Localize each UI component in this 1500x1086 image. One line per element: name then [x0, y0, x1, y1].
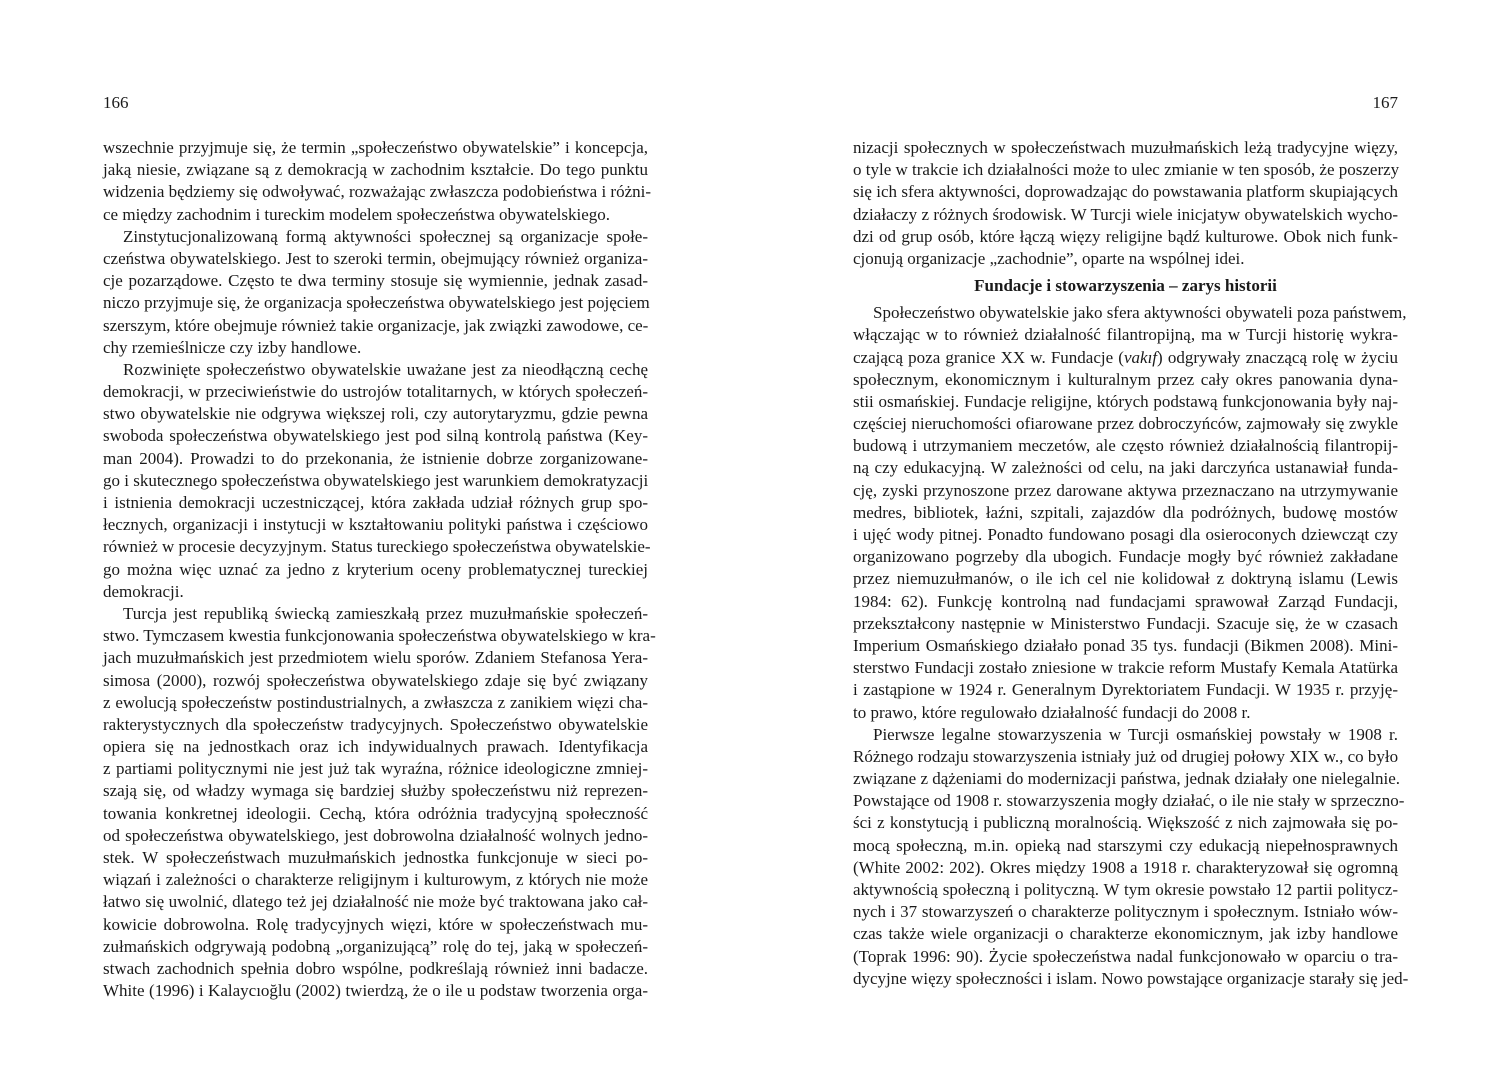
text-line: Imperium Osmańskiego działało ponad 35 tys. fundacji (Bikmen 2008). Mini- — [853, 635, 1398, 655]
text-line: również w procesie decyzyjnym. Status tureckiego społeczeństwa obywatelskie- — [103, 537, 651, 557]
section-heading: Fundacje i stowarzyszenia – zarys historii — [974, 276, 1277, 296]
text-line: działaczy z różnych środowisk. W Turcji wiele inicjatyw obywatelskich wycho- — [853, 204, 1398, 224]
text-line: i ujęć wody pitnej. Ponadto fundowano posagi dla osieroconych dziewcząt czy — [853, 525, 1398, 544]
text-line: budową i utrzymaniem meczetów, ale często również działalnością filantropij- — [853, 436, 1398, 456]
text-line: swoboda społeczeństwa obywatelskiego jest pod silną kontrolą państwa (Key- — [103, 426, 648, 446]
text-line: nych i 37 stowarzyszeń o charakterze politycznym i społecznym. Istniało wów- — [853, 902, 1398, 922]
text-line: go można więc uznać za jedno z kryterium oceny problematycznej tureckiej — [103, 559, 648, 579]
text-line: Turcja jest republiką świecką zamieszkałą przez muzułmańskie społeczeń- — [123, 603, 648, 623]
text-line: widzenia będziemy się odwoływać, rozważając zwłaszcza podobieństwa i różni- — [103, 182, 652, 202]
text-line: od społeczeństwa obywatelskiego, jest dobrowolna działalność wolnych jedno- — [103, 825, 648, 845]
page-number-left: 166 — [103, 93, 129, 112]
text-line: man 2004). Prowadzi to do przekonania, że istnienie dobrze zorganizowane- — [103, 448, 648, 468]
text-line: zułmańskich odgrywają podobną „organizującą” rolę do tej, jaką w społeczeń- — [103, 936, 648, 956]
text-line: czającą poza granice XX w. Fundacje (vakıf) odgrywały znaczącą rolę w życiu — [853, 347, 1398, 367]
text-line: stii osmańskiej. Fundacje religijne, których podstawą funkcjonowania były naj- — [853, 391, 1398, 411]
text-line: cjonują organizacje „zachodnie”, oparte na wspólnej idei. — [853, 248, 1245, 268]
text-line: się ich sfera aktywności, doprowadzając do powstawania platform skupiających — [853, 182, 1398, 202]
text-line: ną czy edukacyjną. W zależności od celu, na jaki darczyńca ustanawiał funda- — [853, 458, 1398, 478]
text-line: towania konkretnej ideologii. Cechą, która odróżnia tradycyjną społeczność — [103, 803, 648, 823]
text-line: przez niemuzułmanów, o ile ich cel nie kolidował z doktryną islamu (Lewis — [853, 569, 1398, 589]
text-line: dzi od grup osób, które łączą więzy religijne bądź kulturowe. Obok nich funk- — [853, 226, 1398, 246]
text-line: niczo przyjmuje się, że organizacja społeczeństwa obywatelskiego jest pojęciem — [103, 293, 650, 313]
text-line: związane z dążeniami do modernizacji państwa, jednak działały one nielegalnie. — [853, 769, 1401, 789]
text-line: z partiami politycznymi nie jest już tak wyraźna, różnice ideologiczne zmniej- — [103, 759, 648, 779]
text-line: rakterystycznych dla społeczeństw tradycyjnych. Społeczeństwo obywatelskie — [103, 714, 648, 734]
page-number-right: 167 — [1372, 93, 1398, 112]
text-line: to prawo, które regulowało działalność fundacji do 2008 r. — [853, 702, 1251, 722]
text-line: szerszym, które obejmuje również takie organizacje, jak związki zawodowe, ce- — [103, 315, 649, 335]
text-line: i zastąpione w 1924 r. Generalnym Dyrektoriatem Fundacji. W 1935 r. przyję- — [853, 680, 1398, 700]
text-line: medres, bibliotek, łaźni, szpitali, zajazdów dla podróżnych, budowę mostów — [853, 502, 1398, 522]
text-line: jaką niesie, związane są z demokracją w zachodnim kształcie. Do tego punktu — [103, 160, 648, 180]
text-line: opiera się na jednostkach oraz ich indywidualnych prawach. Identyfikacja — [103, 737, 648, 757]
text-line: Różnego rodzaju stowarzyszenia istniały już od drugiej połowy XIX w., co było — [853, 746, 1399, 766]
text-line: stwach zachodnich spełnia dobro wspólne, podkreślają również inni badacze. — [103, 958, 648, 978]
text-line: demokracji. — [103, 581, 184, 601]
text-line: simosa (2000), rozwój społeczeństwa obywatelskiego zdaje się być związany — [103, 670, 648, 690]
text-line: White (1996) i Kalaycıoğlu (2002) twierdzą, że o ile u podstaw tworzenia orga- — [103, 981, 648, 1001]
text-line: wiązań i zależności o charakterze religijnym i kulturowym, z których nie może — [103, 870, 648, 890]
text-line: częściej nieruchomości ofiarowane przez dobroczyńców, zajmowały się zwykle — [853, 414, 1398, 434]
text-line: Zinstytucjonalizowaną formą aktywności społecznej są organizacje społe- — [123, 226, 648, 246]
text-line: stwo obywatelskie nie odgrywa większej roli, czy autorytaryzmu, gdzie pewna — [103, 404, 648, 424]
text-line: chy rzemieślnicze czy izby handlowe. — [103, 337, 362, 357]
text-line: cje pozarządowe. Często te dwa terminy stosuje się wymiennie, jednak zasad- — [103, 271, 648, 291]
text-line: o tyle w trakcie ich działalności może to ulec zmianie w ten sposób, że poszerzy — [853, 160, 1400, 180]
text-line: Pierwsze legalne stowarzyszenia w Turcji osmańskiej powstały w 1908 r. — [873, 724, 1398, 744]
text-line: ce między zachodnim i tureckim modelem społeczeństwa obywatelskiego. — [103, 204, 610, 224]
text-line: przekształcony następnie w Ministerstwo Fundacji. Szacuje się, że w czasach — [853, 613, 1398, 633]
text-line: szają się, od władzy wymaga się bardziej służby społeczeństwu niż reprezen- — [103, 781, 648, 801]
text-line: Rozwinięte społeczeństwo obywatelskie uważane jest za nieodłączną cechę — [123, 359, 648, 379]
text-line: aktywnością społeczną i polityczną. W tym okresie powstało 12 partii politycz- — [853, 880, 1398, 899]
text-line: wszechnie przyjmuje się, że termin „społeczeństwo obywatelskie” i koncepcja, — [103, 138, 648, 157]
text-line: łatwo się uwolnić, dlatego też jej działalność nie może być traktowana jako cał- — [103, 892, 648, 912]
text-line: stwo. Tymczasem kwestia funkcjonowania społeczeństwa obywatelskiego w kra- — [103, 626, 656, 646]
text-line: czeństwa obywatelskiego. Jest to szeroki termin, obejmujący również organiza- — [103, 248, 648, 268]
text-line: cję, zyski przynoszone przez darowane aktywa przeznaczano na utrzymywanie — [853, 480, 1398, 500]
text-line: dycyjne więzy społeczności i islam. Nowo powstające organizacje starały się jed- — [853, 968, 1409, 988]
text-line: kowicie dobrowolna. Rolę tradycyjnych więzi, które w społeczeństwach mu- — [103, 914, 648, 934]
text-line: go i skutecznego społeczeństwa obywatelskiego jest warunkiem demokratyzacji — [103, 470, 649, 490]
text-line: nizacji społecznych w społeczeństwach muzułmańskich leżą tradycyjne więzy, — [853, 138, 1398, 157]
text-line: (Toprak 1996: 90). Życie społeczeństwa nadal funkcjonowało w oparciu o tra- — [853, 946, 1398, 966]
text-line: stek. W społeczeństwach muzułmańskich jednostka funkcjonuje w sieci po- — [103, 848, 648, 867]
text-line: organizowano pogrzeby dla ubogich. Fundacje mogły być również zakładane — [853, 547, 1398, 567]
left-page-text — [103, 137, 656, 1002]
text-line: jach muzułmańskich jest przedmiotem wielu sporów. Zdaniem Stefanosa Yera- — [103, 648, 648, 668]
text-line: łecznych, organizacji i instytucji w kształtowaniu polityki państwa i częściowo — [103, 515, 648, 535]
text-line: włączając w to również działalność filantropijną, ma w Turcji historię wykra- — [853, 325, 1398, 345]
text-line: społecznym, ekonomicznym i kulturalnym przez cały okres panowania dyna- — [853, 369, 1398, 389]
text-line: ści z konstytucją i publiczną moralnością. Większość z nich zajmowała się po- — [853, 813, 1398, 833]
text-line: czas także wiele organizacji o charakterze ekonomicznym, jak izby handlowe — [853, 924, 1398, 944]
text-line: z ewolucją społeczeństw postindustrialnych, a zwłaszcza z zanikiem więzi cha- — [103, 692, 648, 712]
text-line: Powstające od 1908 r. stowarzyszenia mogły działać, o ile nie stały w sprzeczno- — [853, 791, 1405, 811]
text-line: (White 2002: 202). Okres między 1908 a 1918 r. charakteryzował się ogromną — [853, 857, 1398, 877]
text-line: sterstwo Fundacji zostało zniesione w trakcie reform Mustafy Kemala Atatürka — [853, 658, 1398, 678]
text-line: mocą społeczną, m.in. opieką nad starszymi czy edukacją niepełnosprawnych — [853, 835, 1398, 855]
text-line: i istnienia demokracji uczestniczącej, która zakłada udział różnych grup spo- — [103, 493, 648, 512]
right-page-text — [853, 137, 1409, 990]
text-line: demokracji, w przeciwieństwie do ustrojów totalitarnych, w których społeczeń- — [103, 382, 648, 402]
text-line: Społeczeństwo obywatelskie jako sfera aktywności obywateli poza państwem, — [873, 303, 1407, 323]
text-line: 1984: 62). Funkcję kontrolną nad fundacjami sprawował Zarząd Fundacji, — [853, 591, 1398, 611]
